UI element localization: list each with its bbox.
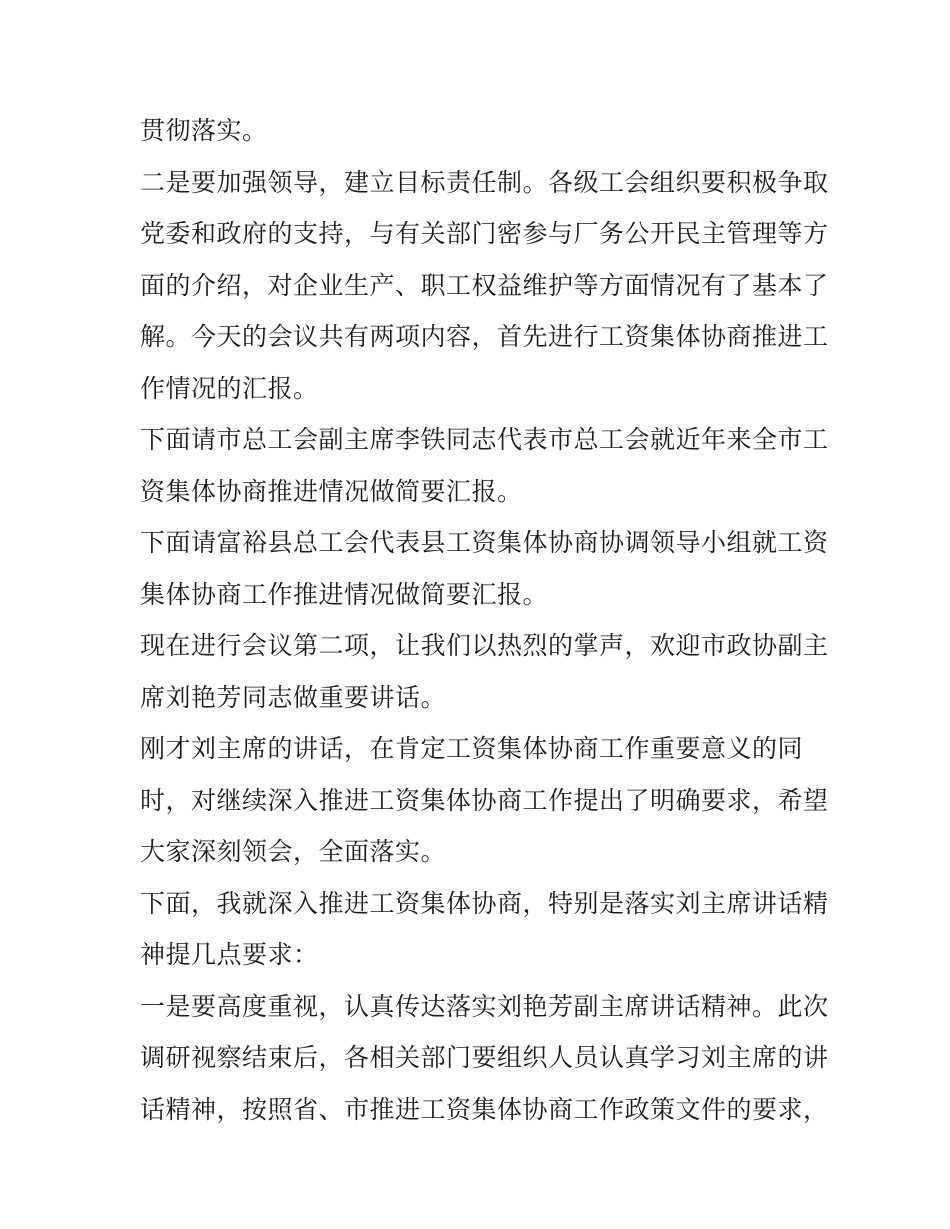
text-line: 刚才刘主席的讲话，在肯定工资集体协商工作重要意义的同	[140, 734, 804, 763]
text-line: 大家深刻领会，全面落实。	[140, 837, 447, 866]
text-line: 解。今天的会议共有两项内容，首先进行工资集体协商推进工	[140, 322, 829, 351]
text-line: 席刘艳芳同志做重要讲话。	[140, 682, 447, 712]
text-line: 作情况的汇报。	[140, 373, 319, 403]
text-line: 下面请富裕县总工会代表县工资集体协商协调领导小组就工资	[140, 528, 829, 557]
text-line: 调研视察结束后，各相关部门要组织人员认真学习刘主席的讲	[140, 1043, 829, 1072]
body-text	[140, 105, 829, 1135]
text-line: 资集体协商推进情况做简要汇报。	[140, 476, 523, 506]
text-line: 现在进行会议第二项，让我们以热烈的掌声，欢迎市政协副主	[140, 631, 829, 660]
text-line: 下面请市总工会副主席李铁同志代表市总工会就近年来全市工	[140, 425, 829, 454]
text-line: 二是要加强领导，建立目标责任制。各级工会组织要积极争取	[140, 167, 829, 197]
text-line: 集体协商工作推进情况做简要汇报。	[140, 579, 549, 609]
text-line: 一是要高度重视，认真传达落实刘艳芳副主席讲话精神。此次	[140, 991, 829, 1021]
text-line: 神提几点要求：	[140, 940, 319, 969]
text-line: 时，对继续深入推进工资集体协商工作提出了明确要求，希望	[140, 785, 829, 815]
text-line: 话精神，按照省、市推进工资集体协商工作政策文件的要求，	[140, 1094, 829, 1124]
text-line: 党委和政府的支持，与有关部门密参与厂务公开民主管理等方	[140, 219, 829, 248]
text-line: 面的介绍，对企业生产、职工权益维护等方面情况有了基本了	[140, 270, 829, 300]
text-line: 贯彻落实。	[140, 116, 268, 145]
text-line: 下面，我就深入推进工资集体协商，特别是落实刘主席讲话精	[140, 888, 829, 918]
